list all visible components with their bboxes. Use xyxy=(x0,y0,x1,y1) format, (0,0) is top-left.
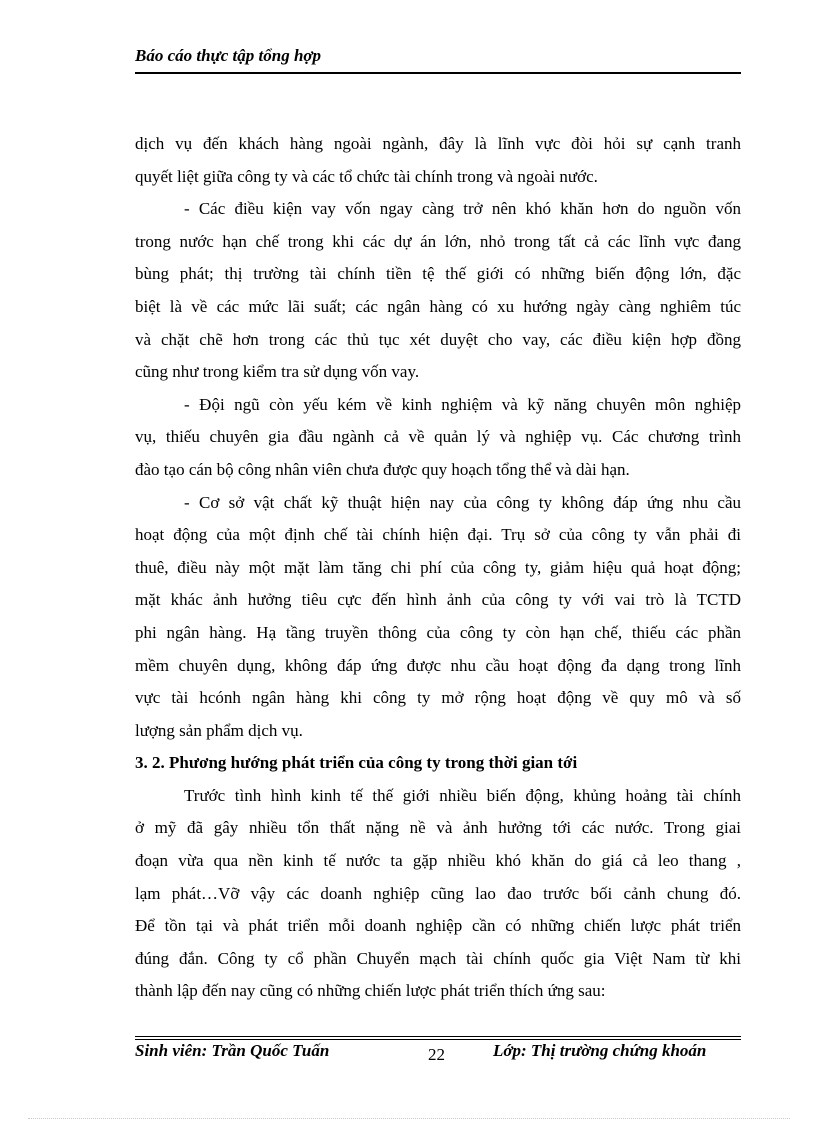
text-line: thuê, điều này một mặt làm tăng chi phí của công ty, giảm hiệu quả hoạt động; xyxy=(135,557,741,577)
text-line: quyết liệt giữa công ty và các tổ chức tài chính trong và ngoài nước. xyxy=(135,166,598,186)
header-title: Báo cáo thực tập tổng hợp xyxy=(135,46,322,65)
text-line: - Các điều kiện vay vốn ngay càng trở nên khó khăn hơn do nguồn vốn xyxy=(184,199,741,219)
page-number: 22 xyxy=(428,1045,445,1064)
text-line: phi ngân hàng. Hạ tầng truyền thông của công ty còn hạn chế, thiếu các phần xyxy=(135,622,741,642)
text-line: - Cơ sở vật chất kỹ thuật hiện nay của công ty không đáp ứng nhu cầu xyxy=(184,492,741,512)
text-line: biệt là về các mức lãi suất; các ngân hàng có xu hướng ngày càng nghiêm túc xyxy=(135,296,741,316)
text-line: đúng đắn. Công ty cổ phần Chuyển mạch tài chính quốc gia Việt Nam từ khi xyxy=(135,948,741,968)
text-line: Để tồn tại và phát triển mỗi doanh nghiệp cần có những chiến lược phát triển xyxy=(135,916,741,936)
text-line: Trước tình hình kinh tế thế giới nhiều biến động, khủng hoảng tài chính xyxy=(184,785,741,805)
text-line: vực tài hcónh ngân hàng khi công ty mở rộng hoạt động về quy mô và số xyxy=(135,688,741,708)
text-line: ở mỹ đã gây nhiều tổn thất nặng nề và ảnh hưởng tới các nước. Trong giai xyxy=(135,818,741,838)
text-line: mềm chuyên dụng, không đáp ứng được nhu cầu hoạt động đa dạng trong lĩnh xyxy=(135,655,741,675)
section-heading: 3. 2. Phương hướng phát triển của công ty trong thời gian tới xyxy=(135,753,578,773)
text-line: lượng sản phẩm dịch vụ. xyxy=(135,720,303,740)
page-bottom-border xyxy=(28,1118,790,1119)
text-line: và chặt chẽ hơn trong các thủ tục xét duyệt cho vay, các điều kiện hợp đồng xyxy=(135,329,741,349)
text-line: cũng như trong kiểm tra sử dụng vốn vay. xyxy=(135,362,420,382)
text-line: đào tạo cán bộ công nhân viên chưa được quy hoạch tổng thể và dài hạn. xyxy=(135,459,630,479)
text-line: dịch vụ đến khách hàng ngoài ngành, đây là lĩnh vực đòi hỏi sự cạnh tranh xyxy=(135,134,741,153)
text-line: vụ, thiếu chuyên gia đầu ngành cả về quản lý và nghiệp vụ. Các chương trình xyxy=(135,427,741,447)
text-line: - Đội ngũ còn yếu kém về kinh nghiệm và kỹ năng chuyên môn nghiệp xyxy=(184,394,741,414)
footer-rule xyxy=(135,1036,741,1037)
footer-rule xyxy=(135,1039,741,1040)
text-line: thành lập đến nay cũng có những chiến lược phát triển thích ứng sau: xyxy=(135,981,606,1001)
text-line: lạm phát…Vỡ vậy các doanh nghiệp cũng lao đao trước bối cảnh chung đó. xyxy=(135,883,741,903)
footer-class: Lớp: Thị trường chứng khoán xyxy=(493,1041,707,1060)
footer-student: Sinh viên: Trần Quốc Tuấn xyxy=(135,1041,330,1060)
text-line: trong nước hạn chế trong khi các dự án lớn, nhỏ trong tất cả các lĩnh vực đang xyxy=(135,231,741,251)
body-text xyxy=(135,128,741,1008)
text-line: bùng phát; thị trường tài chính tiền tệ thế giới có những biến động lớn, đặc xyxy=(135,264,741,284)
text-line: mặt khác ảnh hưởng tiêu cực đến hình ảnh của công ty với vai trò là TCTD xyxy=(135,590,741,610)
header-rule xyxy=(135,72,741,74)
text-line: đoạn vừa qua nền kinh tế nước ta gặp nhiều khó khăn do giá cả leo thang , xyxy=(135,851,741,871)
text-line: hoạt động của một định chế tài chính hiện đại. Trụ sở của công ty vẫn phải đi xyxy=(135,525,741,545)
